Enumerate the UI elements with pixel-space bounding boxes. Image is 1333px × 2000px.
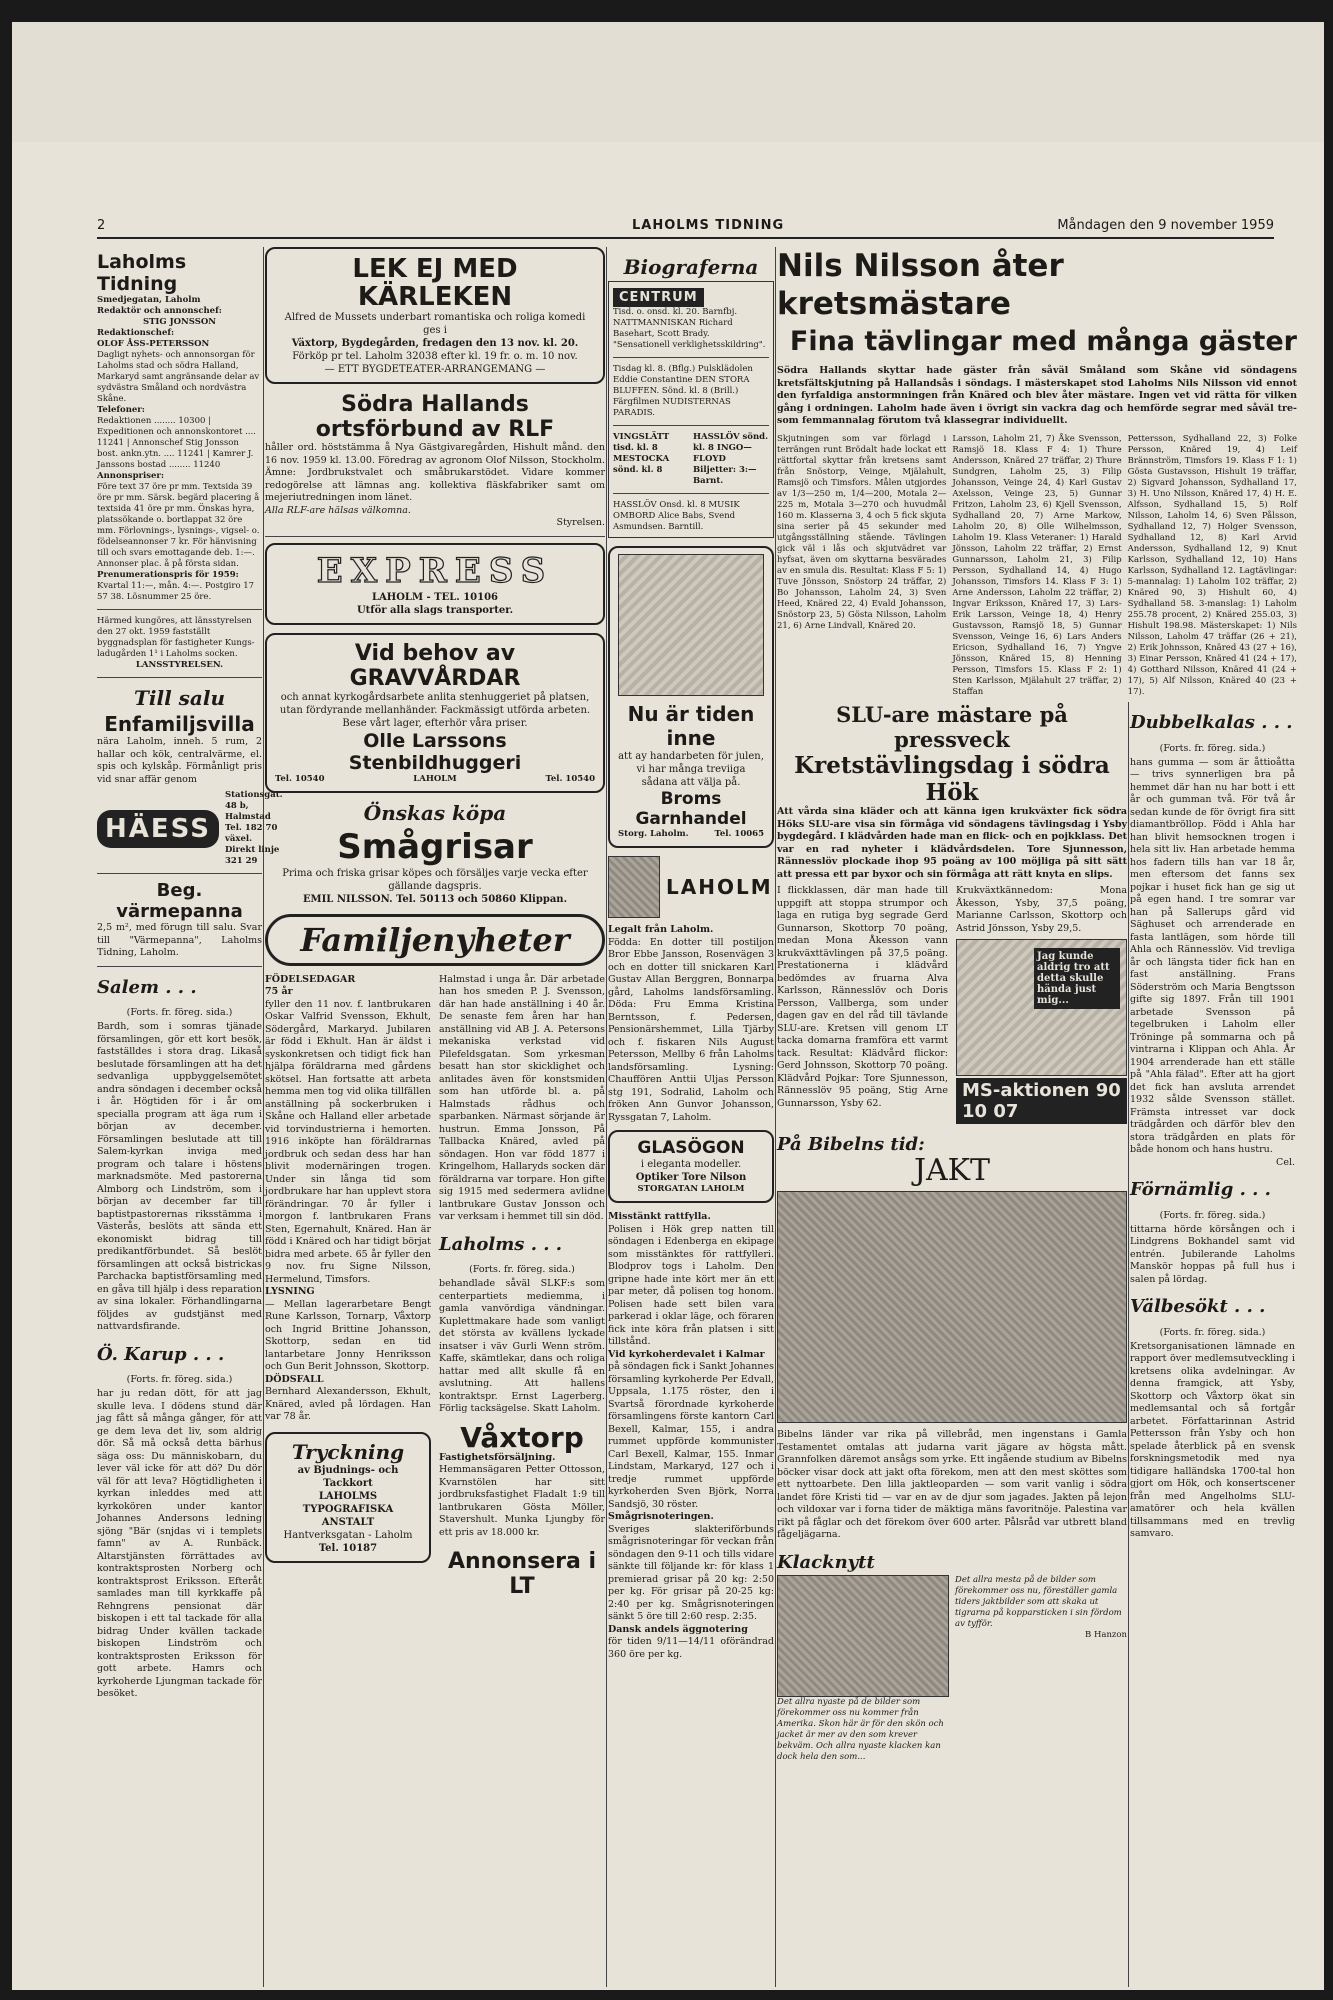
- dubbelkalas-cont: (Forts. fr. föreg. sida.): [1159, 742, 1266, 754]
- fornamlig-title: Förnämlig . . .: [1130, 1179, 1271, 1200]
- bibel-title: JAKT: [913, 1153, 991, 1188]
- rlf-text: håller ord. höststämma å Nya Gästgivaregården, Hishult månd. den 16 nov. 1959 kl. 13.00. Föredrag av agronom Olof Nilsson, Stockholm. Ämne: Jordbrukstvalet och småbrukarstödet. Vidare kommer redogörelse att lämnas ang. kollektiva fläskfabriker samt om mejeriutredningen inom länet.: [265, 442, 605, 503]
- phones: Redaktionen ........ 10300 | Expeditionen och annonskontoret .... 11241 | Annonschef Stig Jonsson bost. ankn.ytn. .... 11241 | Kamrer J. Janssons bostad ........ 11240: [97, 416, 256, 470]
- centrum-show: Tisd. o. onsd. kl. 20. Barnfbj. NATTMANNISKAN Richard Basehart, Scott Brady. "Sensationell verklighetsskildring".: [613, 307, 766, 350]
- dodsfall-heading: DÖDSFALL: [265, 1373, 324, 1385]
- hasslov-show: HASSLÖV sönd. kl. 8 INGO—FLOYD Biljetter: 3:— Barnt.: [693, 432, 769, 486]
- page-number: 2: [97, 218, 106, 233]
- column-2: [265, 247, 605, 1987]
- salem-cont: (Forts. fr. föreg. sida.): [126, 1007, 233, 1018]
- laholms-text: behandlade såväl SLKF:s som centerpartiets mediemma, i gamla vanvördiga vändningar. Kuplettmakare hade som vanligt det största av kvällens lyckade insatser i väv Gurli Wenn ström. Kaffe, skämtlekar, dans och roliga hattar med allt skulle få en avslutning. Att hallens kontraktspr. Ernst Lagerberg. Förlig tacksägelse. Skatt Laholm.: [439, 1278, 605, 1414]
- chief-name: OLOF ÅSS-PETERSSON: [97, 339, 210, 349]
- notice-text: Härmed kungöres, att länsstyrelsen den 27 okt. 1959 fastställt byggnadsplan för fastigheter Kungs-ladugården 1¹ i Laholms socken.: [97, 616, 255, 659]
- subscription-label: Prenumerationspris för 1959:: [97, 570, 239, 580]
- slu-headline-1: SLU-are mästare på pressveck: [836, 702, 1068, 752]
- phones-label: Telefoner:: [97, 405, 145, 415]
- editor-name: STIG JONSSON: [142, 317, 217, 327]
- gravvard-tel-1: Tel. 10540: [275, 773, 325, 784]
- kalmar-title: Vid kyrkoherdevalet i Kalmar: [608, 1348, 765, 1360]
- express-sub: Utför alla slags transporter.: [356, 604, 514, 616]
- column-5: [1130, 702, 1295, 1987]
- column-divider: [263, 247, 264, 1987]
- haess-address: Stationsgat. 48 b, Halmstad Tel. 182 70 växel. Direkt linje 321 29: [224, 790, 283, 866]
- centrum-logo: CENTRUM: [613, 288, 704, 307]
- vaxtorp-title: Våxtorp: [460, 1420, 584, 1454]
- tryckning-ad: [265, 1432, 431, 1563]
- salem-text: Bardh, som i somras tjänade församlingen, gör ett kort besök, fastställdes i stora drag. Likaså beslutade församlingen att ha det sedvanliga uppbyggelsemötet andra söndagen i december också i år. Högtiden för i år om specialla program att äga rum i början av december. Församlingen beslutade att till Salem-kyrkan inviga med program och talare i höstens marknadsmöte. Med pastorerna Almborg och Lindström, som i början av december far till baptistpastorernas riksstämma i Västerås, beslöts att sända ett ekonomiskt bidrag till predikantförbundet. Så beslöt församlingen att också bistrickas Parchacka baptistförsamling med en gåva till hjälp i dess reparation av sina lokaler. Förhandlingarna följdes av gudstjänst med nattvardsfirande.: [97, 1021, 262, 1332]
- broms-tel: Tel. 10065: [714, 829, 764, 839]
- smagrisar-title: Smågrisar: [337, 826, 533, 867]
- subscription: Kvartal 11:—, mån. 4:—. Postgiro 17 57 38. Lösnummer 25 öre.: [97, 581, 255, 602]
- salem-title: Salem . . .: [97, 976, 197, 998]
- editor-label: Redaktör och annonschef:: [97, 306, 222, 316]
- vaxtorp-text: Hemmansägaren Petter Ottosson, Kvarnstölen har sitt jordbruksfastighet Fladalt 1:9 till lantbrukaren Gösta Möller, Stavershult. Munka Ljungby för ett pris av 18.000 kr.: [439, 1464, 605, 1538]
- dodsfall-text: Bernhard Alexandersson, Ekhult, Knäred, avled på lördagen. Han var 78 år.: [265, 1386, 431, 1422]
- slu-body-1: I flickklassen, där man hade till uppgift att stoppa strumpor och laga en rutiga byg segrade Gerd Gunnarson, Skottorp 70 poäng, medan Mona Åkesson vann krukväxttävlingen på 37,5 poäng. Prestationerna i klädvård bedömdes av fruarna Alva Karlsson, Rännesslöv och Doris Persson, Vallberga, som under dagen gav en del råd till tävlande SLU-are. Kretsen vill genom LT tacka domarna framföra ett varmt tack. Resultat: Klädvård flickor: Gerd Johnsson, Skottorp 70 poäng. Klädvård Pojkar: Tore Sjunnesson, Rännesslöv 95 poäng, Stig Arne Gunnarsson, Ysby 62.: [777, 885, 948, 1109]
- fornamlig-cont: (Forts. fr. föreg. sida.): [1159, 1209, 1266, 1221]
- smagris-not-title: Smågrisnoteringen.: [608, 1511, 714, 1522]
- bibel-caption: Det allra mesta på de bilder som förekommer oss nu, föreställer gamla tiders jaktbilder som att skaka ut tigrarna på kopparsticken i sin fördom av tyfför.: [955, 1574, 1122, 1629]
- smagrisar-ad: [265, 801, 605, 906]
- ms-ad-quote: Jag kunde aldrig tro att detta skulle hända just mig...: [1034, 948, 1120, 1009]
- lysning-heading: LYSNING: [265, 1286, 315, 1297]
- gravvard-town: LAHOLM: [413, 773, 457, 784]
- varmepanna-title: Beg. värmepanna: [116, 880, 243, 922]
- rlf-sign: Styrelsen.: [556, 517, 605, 528]
- nils-body: Skjutningen som var förlagd i terrängen runt Brödalt hade lockat ett rättfortal skyttar från kretsens samt från Snöstorp, Veinge, Mjälahult, Ramsjö och Timsfors. Målen utgjordes av 1/3—250 m, 1/4—200, Motala 2—225 m, Motala 3—270 och huvudmål 160 m. Klasserna 3, 4 och 5 fick skjuta sina serier på 45 sekunder med utgångsställning stående. Tävlingen gick väl i lås och skjutvädret var hyfsat, även om skyttarna besvärades av en smula dis. Resultat: Klass F 5: 1) Tuve Jönsson, Snöstorp 24 träffar, 2) Bo Johansson, Laholm 24, 3) Sven Heed, Knäred 22, 4) Evald Johansson, Snöstorp 23, 5) Gösta Nilsson, Laholm 21, 6) Arne Lindvall, Knäred 20.: [777, 433, 947, 631]
- cel-sign: Cel.: [1276, 1156, 1295, 1168]
- lysning-text: — Mellan lagerarbetare Bengt Rune Karlsson, Tornarp, Våxtorp och Ingrid Brittine Johansson, Skottorp, sedan en tid lantarbetare Jonny Henriksson och Gun Berit Johnsson, Skottorp.: [265, 1298, 431, 1372]
- laholm-crest-image: [608, 856, 660, 918]
- newspaper-page: [12, 22, 1324, 1990]
- nu-ar-tiden-title: Nu är tiden inne: [627, 702, 755, 750]
- notice-sign: LANSSTYRELSEN.: [135, 660, 224, 670]
- glasogon-title: GLASÖGON: [637, 1138, 745, 1158]
- lek-ej-ad: [265, 247, 605, 384]
- gravvard-ad: [265, 633, 605, 793]
- column-4: [777, 702, 1127, 1987]
- valbesokt-title: Välbesökt . . .: [1130, 1296, 1266, 1317]
- nils-article: [777, 247, 1297, 697]
- express-logo: EXPRESS: [316, 550, 554, 591]
- smagris-not-text: Sveriges slakteriförbunds smågrisnoteringar för veckan från söndagen den 9-11 och tills vidare sänkte till följande kr: för klass 1 premierad grisar på 20 kg: 2:50 per kg. För grisar på 20-25 kg: 2:40 per kg. Smågrisnoteringen sänkt 5 öre till 2:60 resp. 2:35.: [608, 1523, 774, 1622]
- header-rule: [97, 237, 1274, 239]
- vaxtorp-sub: Fastighetsförsäljning.: [439, 1451, 556, 1463]
- express-line: LAHOLM - TEL. 10106: [371, 591, 498, 603]
- okarup-text: har ju redan dött, för att jag skulle leva. I dödens stund där jag fått så många gånger, för att ge dem leva det liv, som aldrig dör. Så må också detta bärhus säga oss: Du människobarn, du lever väl icke för att dö? Du dör väl för att leva? Högtidligheten i kyrkan inleddes med att kyrkokören under kantor Johannes Andersons ledning sjöng "Bär (snjdas vi i templets famn" av A. Runbäck. Altarstjänsten förrättades av kontraktsprosten Norberg och kontraktsprost Eriksson. Efteråt samlades man till kyrkkaffe på Rehngrens pensionat där biskopen i ett tal tackade för alla bidrag Under kvällen tackade biskopen Lindström och kontraktsprosten Eriksson för gott arbete. Hamrs och kyrkoherde Ljungman tackade för besöket.: [97, 1388, 262, 1699]
- gravvard-company: Olle Larssons Stenbildhuggeri: [348, 729, 522, 774]
- lek-ej-presale: Förköp pr tel. Laholm 32038 efter kl. 19 fr. o. m. 10 nov.: [292, 351, 578, 362]
- rlf-title: Södra Hallands ortsförbund av RLF: [315, 392, 555, 442]
- dubbelkalas-text: hans gumma — som är åttioåtta — trivs synnerligen bra på hemmet där han nu har bott i ett år och gumman två. För två år sedan kunde de för övrigt fira sitt diamantbröllop. Född i Ahla har han blivit hemsocknen trogen i hela sitt liv. Han arbetade hemma hos fadern tills han var 18 år, men eftersom det fanns sex pojkar i huset fick han ge sig ut på egen hand. I tre somrar var han på Sallerups gård vid Säghuset och arrenderade en fasta lantlägen, som hörde till Ahla och Rännesslöv. Vid trevliga år och längsta tider fick han en fast anställning. Frans Söderström och Maria Bengtsson gifte sig 1897. Från till 1901 arbetade Svensson på tegelbruken i Laholm eller Tröninge på sommarna och på vintrarna i Klippan och Ahla. År 1904 arrenderade han ett ställe på "Ahla fälad". Efter att ha gjort det fick han avsluta arrendet 1932 sålde Svensson stället. Främsta intresset var dock trädgården och därför blev den stora trädgården en plats för både honom och hans hustru.: [1130, 756, 1295, 1155]
- tryckning-tel: Tel. 10187: [318, 1542, 378, 1554]
- glasogon-sub: i eleganta modeller.: [640, 1159, 742, 1170]
- ms-ad-image: [956, 939, 1127, 1076]
- valbesokt-cont: (Forts. fr. föreg. sida.): [1159, 1326, 1266, 1338]
- fodelse-heading: FÖDELSEDAGAR: [265, 973, 356, 985]
- lek-ej-title: LEK EJ MED KÄRLEKEN: [352, 254, 518, 312]
- till-salu-text: nära Laholm, inneh. 5 rum, 2 hallar och kök, centralvärme, el. spis och kylskåp. Förmånligt pris vid snar affär genom: [97, 736, 262, 785]
- masthead-blurb: Dagligt nyhets- och annonsorgan för Laholms stad och södra Halland, Markaryd samt angränsande delar av sydvästra Småland och nordvästra Skåne.: [97, 350, 260, 404]
- dansk-title: Dansk andels äggnotering: [608, 1623, 748, 1635]
- familj-columns: [265, 974, 605, 1600]
- column-3: [608, 247, 774, 1987]
- vingslatt-show: VINGSLÄTT tisd. kl. 8 MESTOCKA sönd. kl. 8: [613, 432, 670, 475]
- glasogon-address: STORGATAN LAHOLM: [637, 1184, 745, 1194]
- paper-title: LAHOLMS TIDNING: [632, 218, 785, 233]
- masthead-title: Laholms Tidning: [97, 251, 187, 295]
- okarup-cont: (Forts. fr. föreg. sida.): [126, 1374, 233, 1385]
- biografer-heading: Biograferna: [623, 255, 759, 279]
- ads-prices: Före text 37 öre pr mm. Textsida 39 öre pr mm. Särsk. begärd placering å textsida 41 öre pr mm. Önskas hyra, platssökande o. bortlappat 32 öre mm. Förlovnings-, lysnings-, vigsel- o. födelseannonser 7 kr. För hänvisning till och svars emottagande deb. 1:—. Annonser plac. å på första sidan.: [97, 482, 260, 569]
- klacknytt-caption: Det allra nyaste på de bilder som förekommer oss nu kommer från Amerika. Skon här är för den skön och jacket är mer av den som krever bekväm. Och allra nyaste klacken kan dock hela den som...: [777, 1696, 944, 1762]
- biografer-box: [608, 281, 774, 538]
- illustration-credit: B Hanzon: [1085, 1629, 1127, 1640]
- familj-col2: Halmstad i unga år. Där arbetade han hos smeden P. J. Svensson, där han hade anställning i 40 år. De senaste fem åren har han anställning vid AB J. A. Petersons mekaniska verkstad vid Pilefeldsgatan. Som yrkesman besatt han stor skicklighet och anlitades även för konstsmiden som han utförde bl. a. på Halmstads rådhus och sparbanken. Närmast sörjande är hustrun. Emma Jonsson, På Tallbacka Knäred, avled på söndagen. Hon var född 1877 i Kringelhom, Hallaryds socken där föräldrarna var torpare. Hon gifte sig 1915 med sedermera avlidne lantbrukare Gustav Jonsson och var verksam i hemmet till sin död.: [439, 973, 605, 1222]
- bibel-heading: På Bibelns tid:: [777, 1134, 925, 1155]
- nils-intro: Södra Hallands skyttar hade gäster från såväl Småland som Skåne vid söndagens kretsfältskjutning på Hallandsås i söndags. I mästerskapet stod Laholms Nils Nilsson vid ennot den fyrfaldiga anstormningen från Knäred och blev åter mästare. Ingen vet vid rätta för vilken gång i ordningen. Laholm hade även i övrigt sin vackra dag och hemförde segrar med såväl tre- som femmannalag förutom två klassegrar individuellt.: [777, 365, 1297, 426]
- scan-background: [12, 22, 1324, 142]
- slu-body-2: Krukväxtkännedom: Mona Åkesson, Ysby, 37,5 poäng, Marianne Carlsson, Skottorp och Astrid Jönsson, Ysby 29,5.: [956, 885, 1127, 934]
- nu-ar-tiden-ad: [608, 546, 774, 848]
- column-divider: [775, 247, 776, 1987]
- haess-logo: HÄESS: [97, 810, 219, 848]
- hunting-illustration: [777, 1191, 1127, 1423]
- rattfylla-title: Misstänkt rattfylla.: [608, 1211, 711, 1222]
- nils-results-2: Pettersson, Sydhalland 22, 3) Folke Persson, Knäred 19, 4) Leif Brännström, Timsfors 19. Klass F 1: 1) Gösta Gustavsson, Hishult 19 träffar, 2) Sigvard Johansson, Sydhalland 17, 3) H. Uno Nilsson, Knäred 17, 4) H. E. Alfsson, Sydhalland 15, 5) Rolf Nilsson, Laholm 14, 6) Sven Pålsson, Sydhalland 12, 7) Holger Svensson, Sydhalland 12, 8) Karl Arvid Andersson, Sydhalland 12, 9) Knut Karlsson, Sydhalland 12, 10) Hans Karlsson, Sydhalland 12. Lagtävlingar: 5-mannalag: 1) Laholm 102 träffar, 2) Knäred 90, 3) Hishult 60, 4) Sydhalland 58. 3-manslag: 1) Laholm 255.78 procent, 2) Knäred 255.03, 3) Hishult 198.98. Mästerskapet: 1) Nils Nilsson, Laholm 47 träffar (26 + 21), 2) Erik Johnsson, Knäred 43 (27 + 16), 3) Einar Persson, Knäred 41 (24 + 17), 4) Gotthard Nilsson, Knäred 41 (24 + 17), 5) Alf Nilsson, Knäred 40 (23 + 17).: [1127, 433, 1297, 697]
- sewing-box-image: [618, 554, 764, 696]
- nu-ar-tiden-text: att ay handarbeten för julen, vi har många treviiga sådana att välja på.: [618, 751, 764, 788]
- slu-intro: Att vårda sina kläder och att känna igen krukväxter fick södra Höks SLU-are visa sin förmåga vid söndagens tävlingsdag i Ysby bygdegård. I klädvården hade man en flick- och en pojkklass. Det var en rad nyheter i klädvårdsdelen. Tore Sjunnesson, Rännesslöv plockade ihop 95 poäng av 100 möjliga på sitt sätt att pressa ett par byxor och sin förmåga att rätt knyta en slips.: [777, 806, 1127, 880]
- nils-headline-2: Fina tävlingar med många gäster: [789, 326, 1297, 357]
- express-ad: [265, 543, 605, 625]
- rlf-welcome: Alla RLF-are hälsas välkomna.: [265, 504, 411, 516]
- bibel-text: Bibelns länder var rika på villebråd, men ingenstans i Gamla Testamentet omtalas att judarna varit jägare av högsta mått. Grannfolken däremot ansågs som yrke. Ett ingående studium av Bibelns böcker visar dock att jakt ofta förekom, men att den mest sköttes som ett nyttoarbete. Den lilla jaktleoparden — som varit vanlig i södra landet före Kristi tid — var en av de djur som jagades. Jakten på lejon och vildoxar var i forna tider de mäktiga mäns favoritnöje. Palestina var rikt på fåglar och det förekom över 600 arter. Pålsråd var utbrett bland fågeljägarna.: [777, 1429, 1127, 1540]
- familj-col1: fyller den 11 nov. f. lantbrukaren Oskar Valfrid Svensson, Ekhult, Södergård, Markaryd. Jubilaren är född i Ekhult. Han är äldst i syskonkretsen och tidigt fick han hjälpa föräldrarna med gårdens skötsel. Han fortsatte att arbeta hemma men tog vid olika tillfällen anställning på sockerbruken i Skåne och Halland eller arbetade vid torvindustrierna i hemorten. 1916 inköpte han föräldrarnas jordbruk och sedan dess har han blivit modernäringen trogen. Under sin långa tid som jordbrukare har han upplevt stora förändringar. 70 år fyller i morgon f. lantbrukaren Frans Sten, Egernahult, Knäred. Han är född i Knäred och har tidigt börjat bidra med arbete. 65 år fyller den 9 nov. fru Signe Nilsson, Hermelund, Timsfors.: [265, 998, 431, 1285]
- glasogon-ad: [608, 1130, 774, 1203]
- kalmar-text: på söndagen fick i Sankt Johannes församling kyrkoherde Per Edvall, Uppsala, 1.175 röster, den i Svartså förordnade kyrkoherde församlingens förste kantorn Carl Bexell, Kalmar, 155, i andra rummet uppförde kommunister Carl Bexell, Kalmar, 155. Inmar Lindstam, Markaryd, 127 och i tredje rummet uppförde kyrkoherden Sven Björk, Norra Sandsjö, 30 röster.: [608, 1361, 774, 1510]
- okarup-title: Ö. Karup . . .: [97, 1343, 225, 1365]
- masthead-address: Smedjegatan, Laholm: [97, 295, 201, 305]
- laholms-cont: (Forts. fr. föreg. sida.): [469, 1264, 575, 1275]
- lek-ej-sub: Alfred de Mussets underbart romantiska och roliga komedi ges i: [284, 312, 586, 336]
- page-date: Måndagen den 9 november 1959: [1057, 218, 1274, 233]
- smagrisar-contact: EMIL NILSSON. Tel. 50113 och 50860 Klippan.: [302, 893, 568, 905]
- slu-headline-2: Kretstävlingsdag i södra Hök: [794, 752, 1110, 806]
- gravvard-text: och annat kyrkogårdsarbete anlita stenhuggeriet på platsen, utan fördyrande mellanhänder. Fackmässigt utförda arbeten. Bese vårt lager, efterhör våra priser.: [279, 691, 591, 729]
- column-divider: [1128, 702, 1129, 1987]
- page-header: [97, 218, 1274, 238]
- dubbelkalas-title: Dubbelkalas . . .: [1130, 712, 1293, 733]
- broms-store: Broms Garnhandel: [635, 789, 747, 829]
- ads-label: Annonspriser:: [97, 471, 165, 481]
- tryckning-address: Hantverksgatan - Laholm: [283, 1529, 413, 1541]
- varmepanna-text: 2,5 m², med förugn till salu. Svar till "Värmepanna", Laholms Tidning, Laholm.: [97, 922, 262, 958]
- valbesokt-text: Kretsorganisationen lämnade en rapport över medlemsutveckling i kretsens olika avdelningar. Av denna framgick, att Ysby, Skottorp och Våxtorp ökat sin medlemsantal och så fortgår arbetet. Författarinnan Astrid Pettersson från Ysby och hon spelade återblick på en svensk forskningsmetodik med nya tidigare halländska 1700-tal hon gjort om Hök, och konsertscener från med Angelholms SLU-amatörer och hela kvällen tillsammans med en trevlig samvaro.: [1130, 1340, 1295, 1539]
- legalt-text: Födda: En dotter till postiljon Bror Ebbe Jansson, Rosenvägen 3 och en dotter till snickaren Karl Gustav Allan Berggren, Bonnarpa gård, Laholms landsförsamling. Döda: Fru Emma Kristina Berntsson, f. Pedersen, Pensionärshemmet, Lilla Tjärby och f. fiskaren Nils August Petersson, Mellby 6 från Laholms landsförsamling. Lysning: Chauffören Anttii Uljas Persson stg 191, Sodralid, Laholm och fröken Ann Gunvor Johansson, Ryssgatan 7, Laholm.: [608, 936, 774, 1123]
- legalt-title: Legalt från Laholm.: [608, 924, 714, 935]
- glasogon-name: Optiker Tore Nilson: [635, 1172, 747, 1183]
- fornamlig-text: tittarna hörde körsången och i Lindgrens Bokhandel samt vid entrén. Jubilerande Laholms Manskör hoppas på full hus i salen på lördag.: [1130, 1223, 1295, 1285]
- anna-show: Tisdag kl. 8. (Bflg.) Pulsklädolen Eddie Constantine DEN STORA BLUFFEN. Sönd. kl. 8 (Brill.) Färgfilmen NUDISTERNAS PARADIS.: [613, 364, 753, 418]
- laholms-title: Laholms . . .: [439, 1233, 563, 1255]
- klacknytt-title: Klacknytt: [777, 1551, 875, 1573]
- tryckning-title: Tryckning: [291, 1439, 405, 1464]
- smagrisar-text: Prima och friska grisar köpes och försäljes varje vecka efter gällande dagspris.: [282, 867, 588, 892]
- nils-headline-1: Nils Nilsson åter kretsmästare: [777, 248, 1064, 322]
- tryckning-sub: av Bjudnings- och Tackkort: [297, 1464, 399, 1489]
- dansk-text: för tiden 9/11—14/11 oförändrad 360 öre per kg.: [608, 1636, 774, 1660]
- lek-ej-venue: Växtorp, Bygdegården, fredagen den 13 nov. kl. 20.: [291, 338, 579, 349]
- ms-badge: MS-aktionen 90 10 07: [956, 1078, 1127, 1124]
- shoe-photo: [777, 1575, 949, 1697]
- laholm-logo: LAHOLM: [666, 875, 773, 899]
- tryckning-company: LAHOLMS TYPOGRAFISKA ANSTALT: [302, 1490, 394, 1528]
- lek-ej-org: — ETT BYGDETEATER-ARRANGEMANG —: [324, 364, 546, 375]
- gravvard-tel-2: Tel. 10540: [545, 773, 595, 784]
- nils-results-1: Larsson, Laholm 21, 7) Åke Svensson, Ramsjö 18. Klass F 4: 1) Thure Andersson, Knäred 27 träffar, 2) Thure Sundgren, Laholm 25, 3) Filip Johansson, Veinge 24, 4) Karl Gustav Axelsson, Veinge 23, 5) Gunnar Fritzon, Laholm 23, 6) Kjell Svensson, Sydhalland 20, 7) Arne Markow, Laholm 20, 8) Olle Wilhelmsson, Laholm 19. Klass Veteraner: 1) Harald Jönsson, Laholm 22 träffar, 2) Ernst Gunnarsson, Laholm 21, 3) Filip Persson, Sydhalland 14, 4) Hugo Johansson, Timsfors 14. Klass F 3: 1) Arne Andersson, Laholm 22 träffar, 2) Ingvar Eriksson, Knäred 17, 3) Lars-Erik Larsson, Veinge 18, 4) Henry Gustavsson, Ramsjö 18, 5) Gunnar Svensson, Veinge 16, 6) Lars Anders Ericson, Sydhalland 16, 7) Yngve Jönsson, Knäred 15, 8) Henning Persson, Timsfors 15. Klass F 2: 1) Sten Karlsson, Mjälahult 27 träffar, 2) Staffan: [952, 433, 1122, 697]
- hasslov-show-2: HASSLÖV Onsd. kl. 8 MUSIK OMBORD Alice Babs, Svend Asmundsen. Barntill.: [613, 500, 740, 532]
- chief-label: Redaktionschef:: [97, 328, 175, 338]
- till-salu-title: Enfamiljsvilla: [104, 712, 255, 736]
- gravvard-title: Vid behov av GRAVVÅRDAR: [349, 640, 521, 691]
- column-divider: [606, 247, 607, 1987]
- rlf-ad: [265, 392, 605, 530]
- broms-address: Storg. Laholm.: [618, 829, 689, 839]
- age-75: 75 år: [265, 986, 293, 997]
- till-salu-heading: Till salu: [134, 686, 225, 710]
- rattfylla-text: Polisen i Hök grep natten till söndagen i Edenberga en ekipage som misstänktes för rattfylleri. Blodprov togs i Laholm. Den gripne hade inte kört mer än ett par meter, då polisen tog honom. Polisen hade sett bilen vara parkerad i oklar läge, och föraren fick inte köra från platsen i sitt tillstånd.: [608, 1223, 774, 1347]
- annonsera-lt: Annonsera i LT: [447, 1549, 597, 1599]
- familjenyheter-banner: Familjenyheter: [265, 914, 605, 966]
- smagrisar-lead: Önskas köpa: [363, 800, 507, 825]
